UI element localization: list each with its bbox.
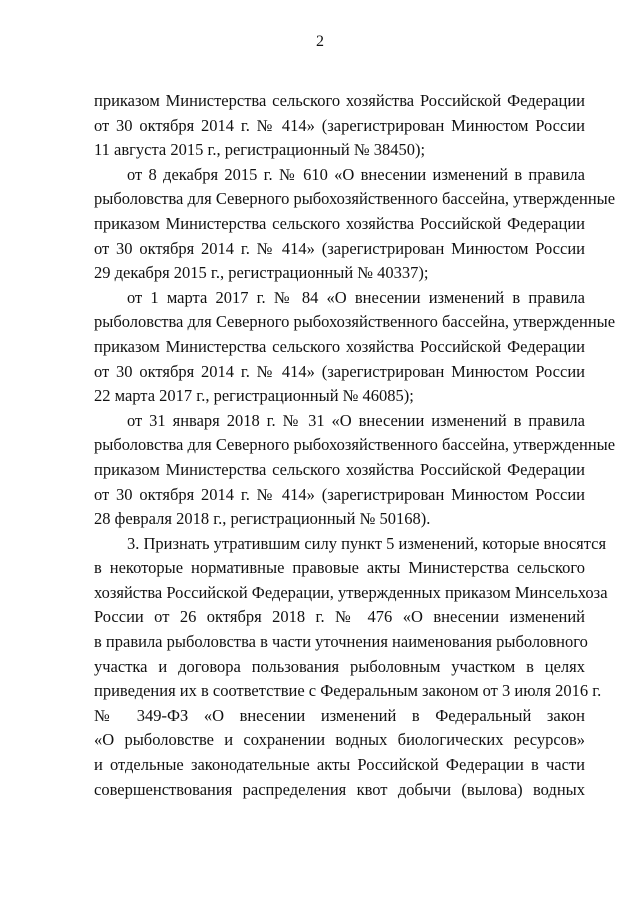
text-line: «О рыболовстве и сохранении водных биологических ресурсов» <box>94 730 585 750</box>
text-line: 22 марта 2017 г., регистрационный № 46085); <box>94 386 414 406</box>
text-line: в некоторые нормативные правовые акты Министерства сельского <box>94 558 585 578</box>
text-line: в правила рыболовства в части уточнения наименования рыболовного <box>94 632 588 652</box>
text-line: 11 августа 2015 г., регистрационный № 38450); <box>94 140 426 160</box>
text-line: от 30 октября 2014 г. № 414» (зарегистрирован Минюстом России <box>94 361 585 381</box>
text-line: приказом Министерства сельского хозяйства Российской Федерации <box>94 459 585 479</box>
paragraph-5 <box>94 532 608 803</box>
text-line: приказом Министерства сельского хозяйства Российской Федерации <box>94 336 585 356</box>
paragraph-3 <box>94 286 616 409</box>
text-line: приведения их в соответствие с Федеральным законом от 3 июля 2016 г. <box>94 681 602 701</box>
text-line: от 8 декабря 2015 г. № 610 «О внесении изменений в правила <box>127 164 585 184</box>
text-line: России от 26 октября 2018 г. № 476 «О внесении изменений <box>94 607 585 627</box>
text-line: рыболовства для Северного рыбохозяйственного бассейна, утвержденные <box>94 189 616 209</box>
text-line: от 30 октября 2014 г. № 414» (зарегистрирован Минюстом России <box>94 238 585 258</box>
text-line: хозяйства Российской Федерации, утвержденных приказом Минсельхоза <box>94 582 608 602</box>
text-line: рыболовства для Северного рыбохозяйственного бассейна, утвержденные <box>94 435 616 455</box>
paragraph-2 <box>94 163 616 286</box>
text-line: совершенствования распределения квот добычи (вылова) водных <box>94 779 585 799</box>
text-line: приказом Министерства сельского хозяйства Российской Федерации <box>94 91 585 110</box>
page-number: 2 <box>316 33 324 50</box>
text-line: и отдельные законодательные акты Российской Федерации в части <box>94 755 585 775</box>
paragraph-1 <box>94 89 585 163</box>
text-line: от 30 октября 2014 г. № 414» (зарегистрирован Минюстом России <box>94 115 585 135</box>
paragraph-4 <box>94 409 616 532</box>
text-line: № 349-ФЗ «О внесении изменений в Федеральный закон <box>94 705 585 725</box>
text-line: рыболовства для Северного рыбохозяйственного бассейна, утвержденные <box>94 312 616 332</box>
text-line: от 31 января 2018 г. № 31 «О внесении изменений в правила <box>127 410 585 430</box>
text-line: участка и договора пользования рыболовным участком в целях <box>94 656 585 676</box>
text-line: 3. Признать утратившим силу пункт 5 изменений, которые вносятся <box>127 533 607 553</box>
text-line: 29 декабря 2015 г., регистрационный № 40337); <box>94 263 429 283</box>
document-body <box>94 89 616 802</box>
text-line: приказом Министерства сельского хозяйства Российской Федерации <box>94 213 585 233</box>
text-line: 28 февраля 2018 г., регистрационный № 50168). <box>94 509 431 529</box>
text-line: от 30 октября 2014 г. № 414» (зарегистрирован Минюстом России <box>94 484 585 504</box>
text-line: от 1 марта 2017 г. № 84 «О внесении изменений в правила <box>127 287 585 307</box>
